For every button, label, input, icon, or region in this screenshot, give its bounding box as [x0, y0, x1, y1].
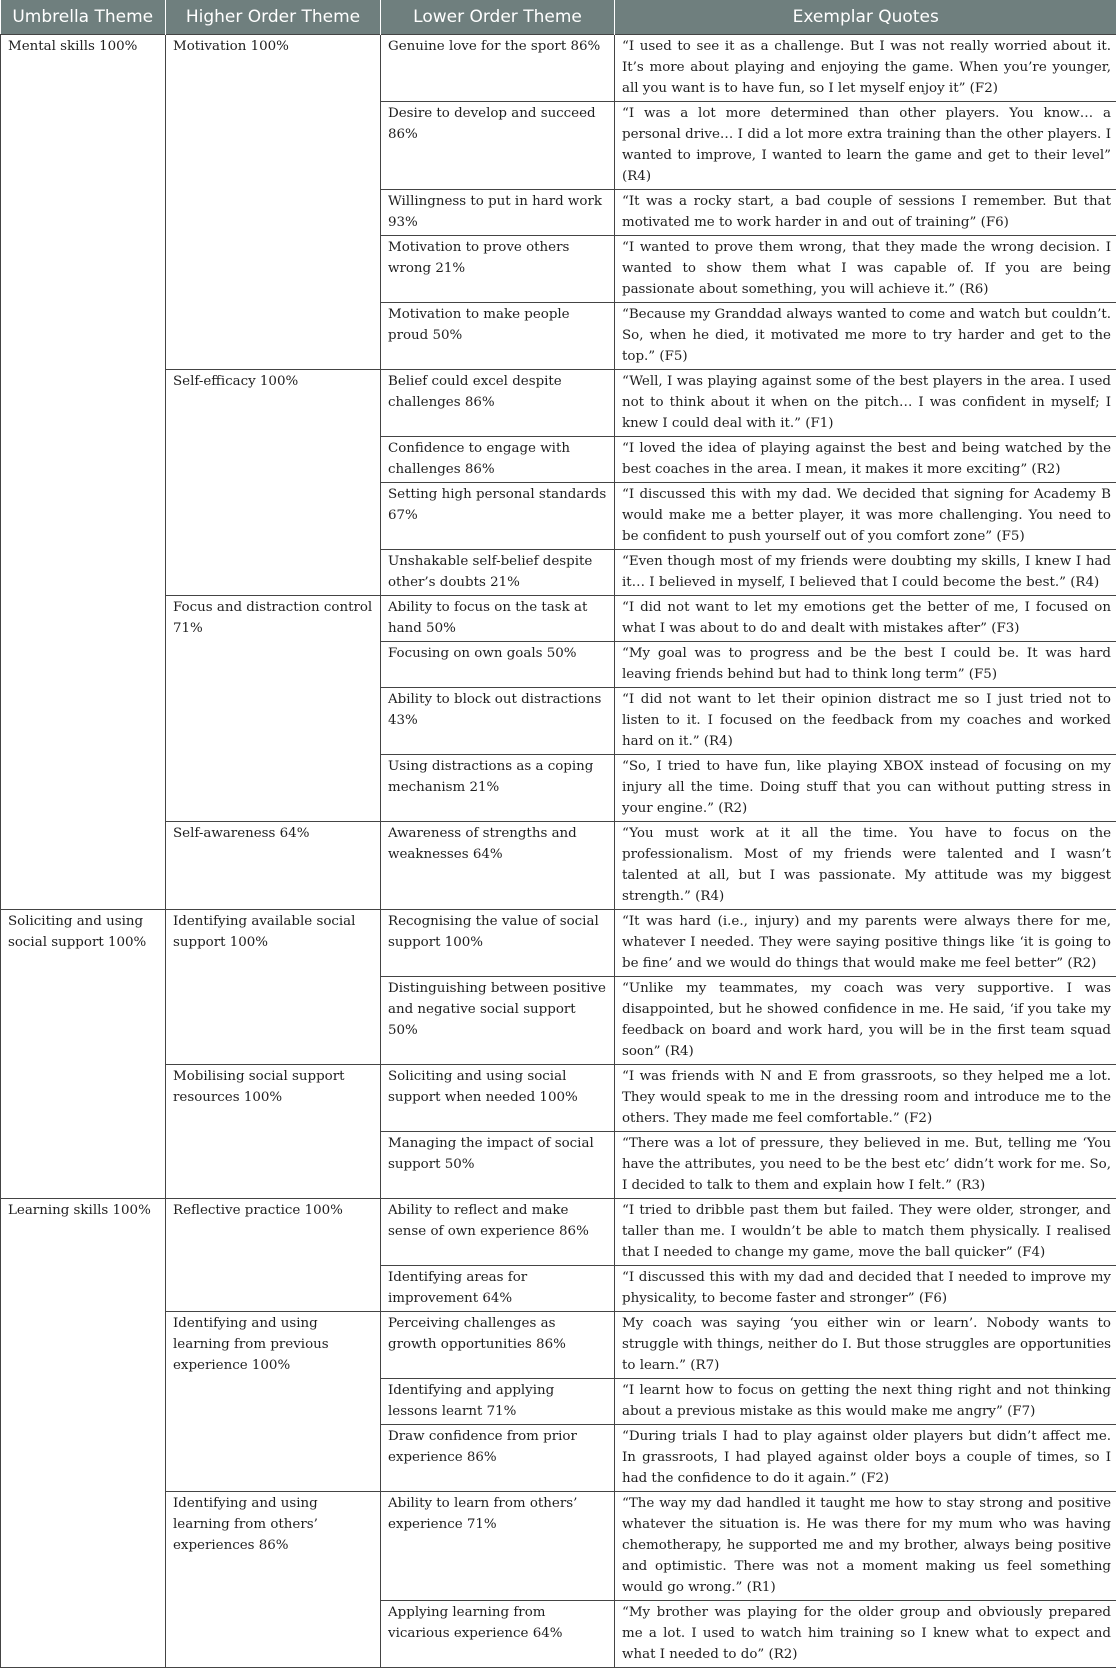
lower-order-theme-cell: Awareness of strengths and weaknesses 64%: [381, 822, 615, 910]
lower-order-theme-cell: Desire to develop and succeed 86%: [381, 102, 615, 190]
table-row: [1, 1492, 1116, 1601]
lower-order-theme-cell: Ability to block out distractions 43%: [381, 688, 615, 755]
higher-order-theme-cell: Identifying available social support 100%: [166, 910, 381, 1065]
exemplar-quote-cell: “So, I tried to have fun, like playing XBOX instead of focusing on my injury all the time. Doing stuff that you can without putting stress in your engine.” (R2): [615, 755, 1116, 822]
exemplar-quote-cell: “Well, I was playing against some of the best players in the area. I used not to think about it when on the pitch… I was confident in myself; I knew I could deal with it.” (F1): [615, 370, 1116, 437]
exemplar-quote-cell: “I discussed this with my dad. We decided that signing for Academy B would make me a better player, it was more challenging. You need to be confident to push yourself out of you comfort zone” (F5): [615, 483, 1116, 550]
lower-order-theme-cell: Identifying and applying lessons learnt 71%: [381, 1379, 615, 1425]
table-row: [1, 1065, 1116, 1132]
exemplar-quote-cell: “The way my dad handled it taught me how to stay strong and positive whatever the situation is. He was there for my mum who was having chemotherapy, he supported me and my brother, always being positive and optimistic. There was not a moment making us feel something would go wrong.” (R1): [615, 1492, 1116, 1601]
lower-order-theme-cell: Draw confidence from prior experience 86%: [381, 1425, 615, 1492]
header-row: [1, 0, 1116, 35]
lower-order-theme-cell: Unshakable self-belief despite other’s doubts 21%: [381, 550, 615, 596]
umbrella-theme-cell: Mental skills 100%: [1, 35, 166, 910]
table-row: [1, 1312, 1116, 1379]
lower-order-theme-cell: Motivation to make people proud 50%: [381, 303, 615, 370]
lower-order-theme-cell: Perceiving challenges as growth opportunities 86%: [381, 1312, 615, 1379]
lower-order-theme-cell: Focusing on own goals 50%: [381, 642, 615, 688]
exemplar-quote-cell: “I tried to dribble past them but failed. They were older, stronger, and taller than me. I wouldn’t be able to match them physically. I realised that I needed to change my game, move the ball quicker” (F4): [615, 1199, 1116, 1266]
header-lower-order-theme: Lower Order Theme: [381, 0, 615, 35]
exemplar-quote-cell: “There was a lot of pressure, they believed in me. But, telling me ‘You have the attributes, you need to be the best etc’ didn’t work for me. So, I decided to talk to them and explain how I felt.” (R3): [615, 1132, 1116, 1199]
higher-order-theme-cell: Focus and distraction control 71%: [166, 596, 381, 822]
exemplar-quote-cell: “My goal was to progress and be the best I could be. It was hard leaving friends behind but had to think long term” (F5): [615, 642, 1116, 688]
higher-order-theme-cell: Self-efficacy 100%: [166, 370, 381, 596]
table-row: [1, 370, 1116, 437]
exemplar-quote-cell: “I did not want to let my emotions get the better of me, I focused on what I was about to do and dealt with mistakes after” (F3): [615, 596, 1116, 642]
exemplar-quote-cell: “I discussed this with my dad and decided that I needed to improve my physicality, to become faster and stronger” (F6): [615, 1266, 1116, 1312]
lower-order-theme-cell: Ability to learn from others’ experience 71%: [381, 1492, 615, 1601]
exemplar-quote-cell: “It was a rocky start, a bad couple of sessions I remember. But that motivated me to work harder in and out of training” (F6): [615, 190, 1116, 236]
exemplar-quote-cell: “I learnt how to focus on getting the next thing right and not thinking about a previous mistake as this would make me angry” (F7): [615, 1379, 1116, 1425]
lower-order-theme-cell: Confidence to engage with challenges 86%: [381, 437, 615, 483]
table-row: [1, 822, 1116, 910]
lower-order-theme-cell: Recognising the value of social support 100%: [381, 910, 615, 977]
lower-order-theme-cell: Willingness to put in hard work 93%: [381, 190, 615, 236]
exemplar-quote-cell: My coach was saying ‘you either win or learn’. Nobody wants to struggle with things, neither do I. But those struggles are opportunities to learn.” (R7): [615, 1312, 1116, 1379]
umbrella-theme-cell: Soliciting and using social support 100%: [1, 910, 166, 1199]
table-header: [1, 0, 1116, 35]
lower-order-theme-cell: Applying learning from vicarious experience 64%: [381, 1601, 615, 1668]
header-higher-order-theme: Higher Order Theme: [166, 0, 381, 35]
lower-order-theme-cell: Using distractions as a coping mechanism 21%: [381, 755, 615, 822]
header-umbrella-theme: Umbrella Theme: [1, 0, 166, 35]
exemplar-quote-cell: “I was a lot more determined than other players. You know… a personal drive… I did a lot more extra training than the other players. I wanted to improve, I wanted to learn the game and get to their level” (R4): [615, 102, 1116, 190]
higher-order-theme-cell: Mobilising social support resources 100%: [166, 1065, 381, 1199]
exemplar-quote-cell: “Because my Granddad always wanted to come and watch but couldn’t. So, when he died, it motivated me more to try harder and get to the top.” (F5): [615, 303, 1116, 370]
umbrella-theme-cell: Learning skills 100%: [1, 1199, 166, 1668]
lower-order-theme-cell: Motivation to prove others wrong 21%: [381, 236, 615, 303]
lower-order-theme-cell: Ability to reflect and make sense of own experience 86%: [381, 1199, 615, 1266]
exemplar-quote-cell: “My brother was playing for the older group and obviously prepared me a lot. I used to watch him training so I knew what to expect and what I needed to do” (R2): [615, 1601, 1116, 1668]
exemplar-quote-cell: “I loved the idea of playing against the best and being watched by the best coaches in the area. I mean, it makes it more exciting” (R2): [615, 437, 1116, 483]
exemplar-quote-cell: “I did not want to let their opinion distract me so I just tried not to listen to it. I focused on the feedback from my coaches and worked hard on it.” (R4): [615, 688, 1116, 755]
table-row: [1, 1199, 1116, 1266]
table-row: [1, 910, 1116, 977]
lower-order-theme-cell: Soliciting and using social support when needed 100%: [381, 1065, 615, 1132]
table-row: [1, 35, 1116, 102]
lower-order-theme-cell: Genuine love for the sport 86%: [381, 35, 615, 102]
exemplar-quote-cell: “I used to see it as a challenge. But I was not really worried about it. It’s more about playing and enjoying the game. When you’re younger, all you want is to have fun, so I let myself enjoy it” (F2): [615, 35, 1116, 102]
higher-order-theme-cell: Identifying and using learning from previous experience 100%: [166, 1312, 381, 1492]
lower-order-theme-cell: Managing the impact of social support 50%: [381, 1132, 615, 1199]
table-row: [1, 596, 1116, 642]
lower-order-theme-cell: Ability to focus on the task at hand 50%: [381, 596, 615, 642]
lower-order-theme-cell: Belief could excel despite challenges 86%: [381, 370, 615, 437]
exemplar-quote-cell: “It was hard (i.e., injury) and my parents were always there for me, whatever I needed. They were saying positive things like ‘it is going to be fine’ and we would do things that would make me feel better” (R2): [615, 910, 1116, 977]
lower-order-theme-cell: Distinguishing between positive and negative social support 50%: [381, 977, 615, 1065]
exemplar-quote-cell: “You must work at it all the time. You have to focus on the professionalism. Most of my friends were talented and I wasn’t talented at all, but I was passionate. My attitude was my biggest strength.” (R4): [615, 822, 1116, 910]
header-exemplar-quotes: Exemplar Quotes: [615, 0, 1116, 35]
exemplar-quote-cell: “Even though most of my friends were doubting my skills, I knew I had it… I believed in myself, I believed that I could become the best.” (R4): [615, 550, 1116, 596]
lower-order-theme-cell: Identifying areas for improvement 64%: [381, 1266, 615, 1312]
exemplar-quote-cell: “During trials I had to play against older players but didn’t affect me. In grassroots, I had played against older boys a couple of times, so I had the confidence to do it again.” (F2): [615, 1425, 1116, 1492]
table-body: [1, 35, 1116, 1668]
exemplar-quote-cell: “I wanted to prove them wrong, that they made the wrong decision. I wanted to show them what I was capable of. If you are being passionate about something, you will achieve it.” (R6): [615, 236, 1116, 303]
exemplar-quote-cell: “Unlike my teammates, my coach was very supportive. I was disappointed, but he showed confidence in me. He said, ‘if you take my feedback on board and work hard, you will be in the first team squad soon” (R4): [615, 977, 1116, 1065]
higher-order-theme-cell: Motivation 100%: [166, 35, 381, 370]
lower-order-theme-cell: Setting high personal standards 67%: [381, 483, 615, 550]
higher-order-theme-cell: Identifying and using learning from others’ experiences 86%: [166, 1492, 381, 1668]
exemplar-quote-cell: “I was friends with N and E from grassroots, so they helped me a lot. They would speak to me in the dressing room and introduce me to the others. They made me feel comfortable.” (F2): [615, 1065, 1116, 1132]
higher-order-theme-cell: Reflective practice 100%: [166, 1199, 381, 1312]
higher-order-theme-cell: Self-awareness 64%: [166, 822, 381, 910]
